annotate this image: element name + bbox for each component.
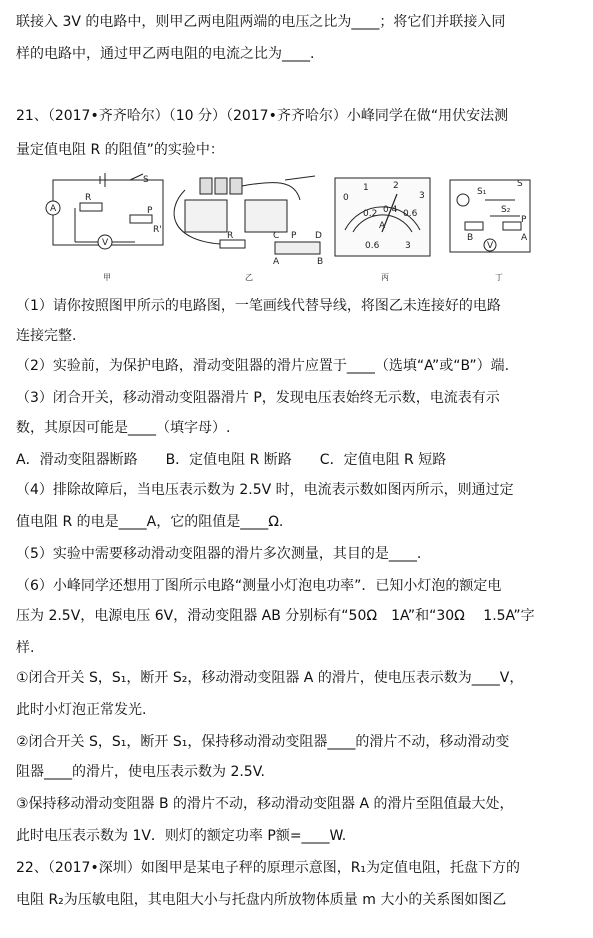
circuit-ding-label-v: V (487, 241, 494, 251)
text-line: 阻器____的滑片，使电压表示数为 2.5V. (16, 764, 265, 780)
text-line: （6）小峰同学还想用丁图所示电路“测量小灯泡电功率”．已知小灯泡的额定电 (16, 578, 502, 594)
apparatus-label-d: D (315, 231, 322, 241)
text-line: ③保持移动滑动变阻器 B 的滑片不动，移动滑动变阻器 A 的滑片至阻值最大处， (16, 796, 514, 812)
ammeter-tick-1: 1 (363, 183, 369, 193)
text-line: 量定值电阻 R 的阻值”的实验中： (16, 142, 224, 158)
circuit-ding-label-a: A (521, 233, 528, 243)
ammeter-tick-3: 3 (419, 191, 425, 201)
text-line: 样的电路中，通过甲乙两电阻的电流之比为____. (16, 46, 315, 62)
text-line: 此时电压表示数为 1V．则灯的额定功率 P额=____W. (16, 828, 347, 844)
circuit-jia-label-s: S (143, 175, 149, 185)
apparatus-label-c: C (273, 231, 280, 241)
ammeter-tick-0: 0 (343, 193, 349, 203)
ammeter-terminal-0-6: 0.6 (365, 241, 380, 251)
text-line: 样. (16, 640, 35, 656)
text-line: （1）请你按照图甲所示的电路图，一笔画线代替导线，将图乙未连接好的电路 (16, 298, 501, 314)
apparatus-label-a: A (273, 257, 280, 267)
ammeter-terminal-3: 3 (405, 241, 411, 251)
apparatus-label-p: P (291, 231, 297, 241)
text-line: ①闭合开关 S，S₁，断开 S₂，移动滑动变阻器 A 的滑片，使电压表示数为____V， (16, 670, 524, 686)
text-line: 22、（2017•深圳）如图甲是某电子秤的原理示意图，R₁为定值电阻，托盘下方的 (16, 860, 521, 876)
circuit-jia-label-r: R (85, 193, 92, 203)
circuit-ding-label-p: P (521, 215, 527, 225)
text-line: 此时小灯泡正常发光. (16, 702, 147, 718)
circuit-ding-label-s2: S₂ (501, 205, 511, 215)
circuit-jia-label-v: V (102, 238, 109, 248)
text-line: （5）实验中需要移动滑动变阻器的滑片多次测量，其目的是____. (16, 546, 422, 562)
circuit-ding-label-b: B (467, 233, 474, 243)
ammeter-tick-0-4: 0.4 (383, 205, 398, 215)
ammeter-unit: A (379, 221, 386, 231)
text-line: 数，其原因可能是____（填字母）. (16, 420, 231, 436)
circuit-ding-label-s1: S₁ (477, 187, 487, 197)
circuit-jia-label-rprime: R' (153, 225, 162, 235)
text-line: 联接入 3V 的电路中，则甲乙两电阻两端的电压之比为____；将它们并联接入同 (16, 14, 506, 30)
text-line: ②闭合开关 S，S₁，断开 S₁，保持移动滑动变阻器____的滑片不动，移动滑动变 (16, 734, 510, 750)
ammeter-tick-2: 2 (393, 181, 399, 191)
text-line: 值电阻 R 的电是____A，它的阻值是____Ω. (16, 514, 284, 530)
apparatus-label-b: B (317, 257, 324, 267)
circuit-ding-label-s: S (517, 179, 523, 189)
caption-yi: 乙 (245, 273, 253, 282)
apparatus-yi (174, 176, 320, 254)
circuit-jia-label-p: P (147, 206, 153, 216)
ammeter-tick-0-6: 0.6 (403, 209, 418, 219)
caption-ding: 丁 (495, 273, 503, 282)
text-line: A．滑动变阻器断路 B．定值电阻 R 断路 C．定值电阻 R 短路 (16, 452, 447, 468)
text-line: 电阻 R₂为压敏电阻，其电阻大小与托盘内所放物体质量 m 大小的关系图如图乙 (16, 892, 507, 908)
text-line: 连接完整. (16, 328, 77, 344)
caption-jia: 甲 (103, 273, 111, 282)
circuit-figures (45, 170, 545, 290)
text-line: 21、（2017•齐齐哈尔）（10 分）（2017•齐齐哈尔）小峰同学在做“用伏安法测 (16, 108, 509, 124)
text-line: 压为 2.5V，电源电压 6V，滑动变阻器 AB 分别标有“50Ω 1A”和“30Ω 1.5A”字 (16, 608, 535, 624)
apparatus-label-r: R (227, 231, 234, 241)
circuit-jia-label-a: A (50, 204, 57, 214)
text-line: （3）闭合开关，移动滑动变阻器滑片 P，发现电压表始终无示数，电流表有示 (16, 390, 500, 406)
experiment-figures (45, 170, 545, 290)
caption-bing: 丙 (381, 273, 389, 282)
ammeter-tick-0-2: 0.2 (363, 209, 378, 219)
text-line: （4）排除故障后，当电压表示数为 2.5V 时，电流表示数如图丙所示，则通过定 (16, 482, 514, 498)
text-line: （2）实验前，为保护电路，滑动变阻器的滑片应置于____（选填“A”或“B”）端. (16, 358, 510, 374)
